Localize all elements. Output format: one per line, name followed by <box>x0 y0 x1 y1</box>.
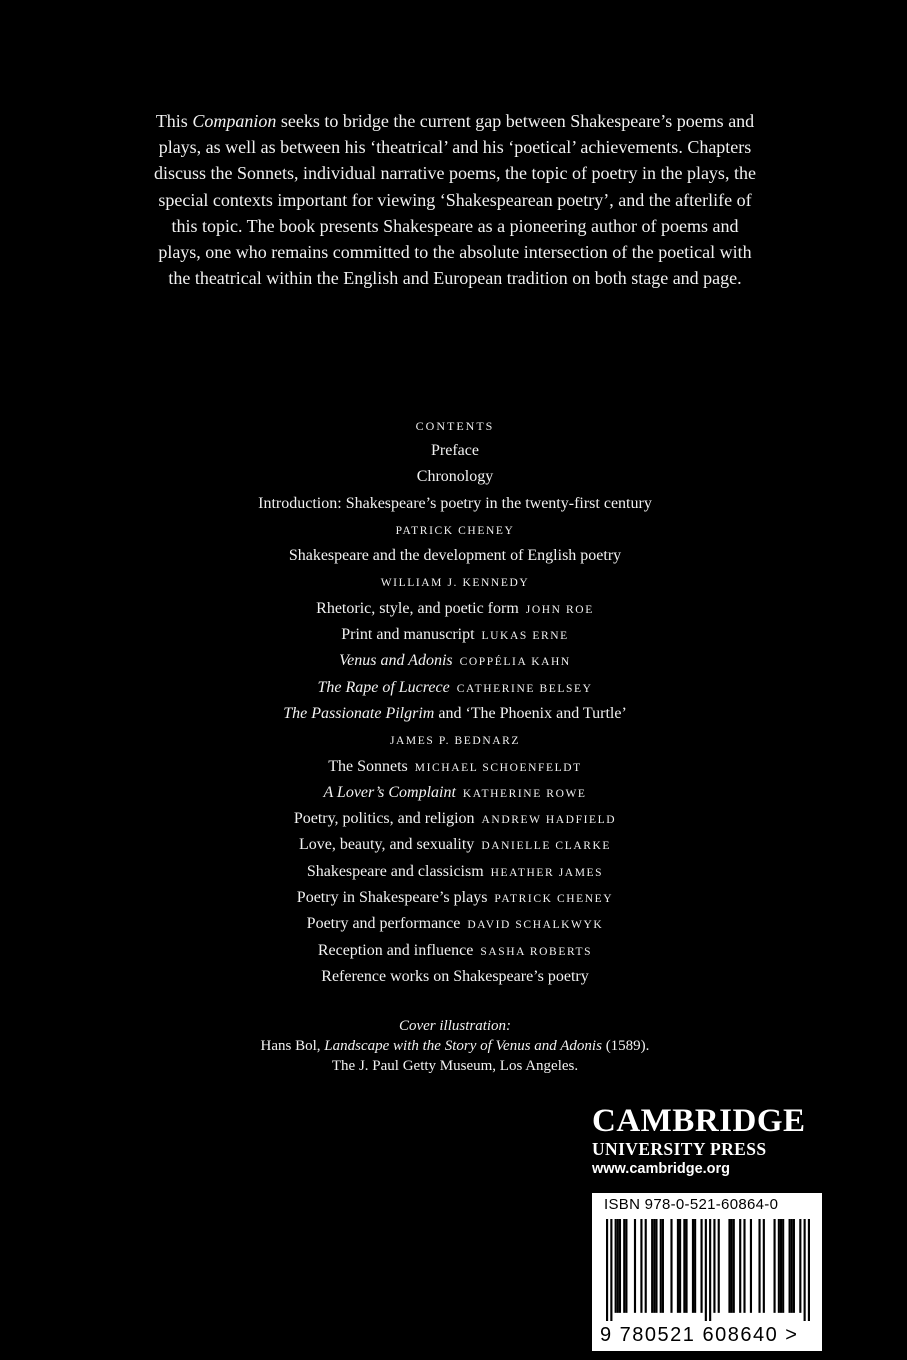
artist-name: Hans Bol, <box>260 1038 325 1054</box>
cover-illustration-credit <box>100 1016 810 1076</box>
toc-entry <box>100 938 810 964</box>
barcode-bar <box>623 1219 625 1313</box>
toc-entry-author: WILLIAM J. KENNEDY <box>380 577 530 590</box>
barcode-bar <box>780 1219 782 1313</box>
toc-entry-title: Venus and Adonis <box>339 652 453 670</box>
toc-entry <box>100 727 810 753</box>
toc-entry-author: DAVID SCHALKWYK <box>467 919 604 932</box>
toc-entry-author: ANDREW HADFIELD <box>481 814 617 827</box>
barcode-bar <box>694 1219 696 1313</box>
toc-entry <box>100 622 810 648</box>
barcode-bar <box>791 1219 793 1313</box>
barcode-bar <box>679 1219 681 1313</box>
toc-entry-title: The Passionate Pilgrim <box>283 704 435 722</box>
blurb-paragraph <box>150 108 760 291</box>
toc-entry-title: Shakespeare and the development of English poetry <box>288 547 622 565</box>
toc-entry <box>100 517 810 543</box>
barcode-bar <box>670 1219 672 1313</box>
toc-entry-author: PATRICK CHENEY <box>395 524 515 537</box>
toc-entry-title: Chronology <box>416 468 494 486</box>
isbn-barcode <box>592 1193 822 1351</box>
toc-entry <box>100 780 810 806</box>
toc-entry <box>100 596 810 622</box>
toc-entry-author: JAMES P. BEDNARZ <box>389 735 521 748</box>
toc-entry-title: Preface <box>431 442 479 459</box>
toc-entry-author: PATRICK CHENEY <box>494 893 614 906</box>
toc-entry <box>100 438 810 464</box>
contents-heading: CONTENTS <box>415 419 495 433</box>
toc-entry <box>100 701 810 727</box>
barcode-bar <box>728 1219 730 1313</box>
toc-entry <box>100 754 810 780</box>
toc-entry <box>100 543 810 569</box>
artwork-year: (1589). <box>601 1038 650 1054</box>
barcode-bar <box>705 1219 707 1321</box>
barcode-bar <box>685 1219 687 1313</box>
toc-entry-title: Poetry, politics, and religion <box>293 810 475 828</box>
barcode-bar <box>750 1219 752 1313</box>
toc-entry <box>100 464 810 490</box>
toc-entry-title: Love, beauty, and sexuality <box>298 836 475 854</box>
toc-entry <box>100 806 810 832</box>
toc-entry-author: DANIELLE CLARKE <box>481 840 612 853</box>
toc-entry <box>100 675 810 701</box>
isbn-label: ISBN 978-0-521-60864-0 <box>604 1196 779 1213</box>
toc-entry <box>100 832 810 858</box>
toc-entry-title: Shakespeare and classicism <box>306 862 484 880</box>
barcode-bar <box>655 1219 657 1313</box>
museum-credit: The J. Paul Getty Museum, Los Angeles. <box>331 1058 579 1074</box>
barcode-bar <box>758 1219 760 1313</box>
toc-entry-title: Introduction: Shakespeare’s poetry in the twenty-first century <box>258 494 652 512</box>
barcode-digits: 9 780521 608640 > <box>600 1324 799 1346</box>
toc-entry <box>100 859 810 885</box>
barcode-bar <box>634 1219 636 1313</box>
barcode-bar <box>733 1219 735 1313</box>
barcode-bar <box>773 1219 775 1313</box>
toc-entry-title: The Sonnets <box>328 757 408 775</box>
barcode-bar <box>763 1219 765 1313</box>
toc-entry <box>100 964 810 990</box>
barcode-bar <box>619 1219 621 1313</box>
toc-entry <box>100 885 810 911</box>
barcode-bar <box>739 1219 741 1313</box>
barcode-bar <box>677 1219 679 1313</box>
barcode-bar <box>793 1219 795 1313</box>
cover-illustration-heading: Cover illustration: <box>398 1018 512 1034</box>
barcode-bar <box>640 1219 642 1313</box>
table-of-contents <box>100 414 810 990</box>
back-cover-blurb <box>150 108 760 291</box>
barcode-bar <box>617 1219 619 1313</box>
toc-entry-author: CATHERINE BELSEY <box>456 682 593 695</box>
barcode-bar <box>782 1219 784 1313</box>
toc-entry-title: Poetry in Shakespeare’s plays <box>296 889 488 907</box>
toc-entry-author: MICHAEL SCHOENFELDT <box>414 761 582 774</box>
toc-entry-title: and ‘The Phoenix and Turtle’ <box>434 704 627 722</box>
barcode-bar <box>709 1219 711 1321</box>
toc-entry-title: A Lover’s Complaint <box>323 783 456 801</box>
barcode-bar <box>713 1219 715 1313</box>
toc-entry-title: Reference works on Shakespeare’s poetry <box>321 967 589 985</box>
barcode-bar <box>662 1219 664 1313</box>
toc-entry-author: KATHERINE ROWE <box>462 787 587 800</box>
barcode-bar <box>692 1219 694 1313</box>
artwork-title: Landscape with the Story of Venus and Adonis <box>324 1038 602 1054</box>
toc-entry <box>100 491 810 517</box>
barcode-bar <box>660 1219 662 1313</box>
barcode-bar <box>700 1219 702 1313</box>
barcode-bars <box>606 1219 810 1321</box>
cover-illustration-artwork <box>100 1036 810 1056</box>
barcode-bar <box>610 1219 612 1321</box>
barcode-bar <box>743 1219 745 1313</box>
barcode-bar <box>804 1219 806 1321</box>
barcode-bar <box>651 1219 653 1313</box>
barcode-bar <box>615 1219 617 1313</box>
blurb-segment: Companion <box>192 111 277 131</box>
toc-entry <box>100 911 810 937</box>
barcode-bar <box>731 1219 733 1313</box>
barcode-bar <box>778 1219 780 1313</box>
barcode-bar <box>718 1219 720 1313</box>
blurb-segment: This <box>155 111 193 131</box>
publisher-url: www.cambridge.org <box>592 1161 731 1177</box>
toc-list <box>100 438 810 990</box>
toc-entry-author: HEATHER JAMES <box>490 866 604 879</box>
barcode-bar <box>653 1219 655 1313</box>
toc-entry-title: Reception and influence <box>317 941 474 959</box>
barcode-bar <box>789 1219 791 1313</box>
toc-entry-title: The Rape of Lucrece <box>317 678 450 696</box>
toc-entry-title: Rhetoric, style, and poetic form <box>316 599 519 617</box>
publisher-logo <box>592 1103 832 1179</box>
publisher-name: CAMBRIDGE <box>592 1103 806 1139</box>
toc-entry-author: JOHN ROE <box>525 603 594 616</box>
barcode-bar <box>799 1219 801 1313</box>
barcode-bar <box>606 1219 608 1321</box>
barcode-bar <box>625 1219 627 1313</box>
barcode-bar <box>683 1219 685 1313</box>
toc-entry-author: LUKAS ERNE <box>481 630 569 643</box>
barcode-bar <box>808 1219 810 1321</box>
toc-entry-author: SASHA ROBERTS <box>480 945 593 958</box>
blurb-segment: seeks to bridge the current gap between Shakespeare’s poems and plays, as well as between his ‘theatrical’ and his ‘poetical’ achievements. Chapters discuss the Sonnets, individual narrative poems, the topic of poetry in the plays, the special contexts important for viewing ‘Shakespearean poetry’, and the afterlife of this topic. The book presents Shakespeare as a pioneering author of poems and plays, one who remains committed to the absolute intersection of the poetical with the theatrical within the English and European tradition on both stage and page. <box>154 111 756 289</box>
barcode-bar <box>645 1219 647 1313</box>
toc-entry-title: Poetry and performance <box>306 915 461 933</box>
toc-entry-title: Print and manuscript <box>341 626 475 644</box>
toc-entry-author: COPPÉLIA KAHN <box>459 656 571 669</box>
toc-entry <box>100 569 810 595</box>
publisher-press: UNIVERSITY PRESS <box>592 1139 767 1159</box>
toc-entry <box>100 648 810 674</box>
